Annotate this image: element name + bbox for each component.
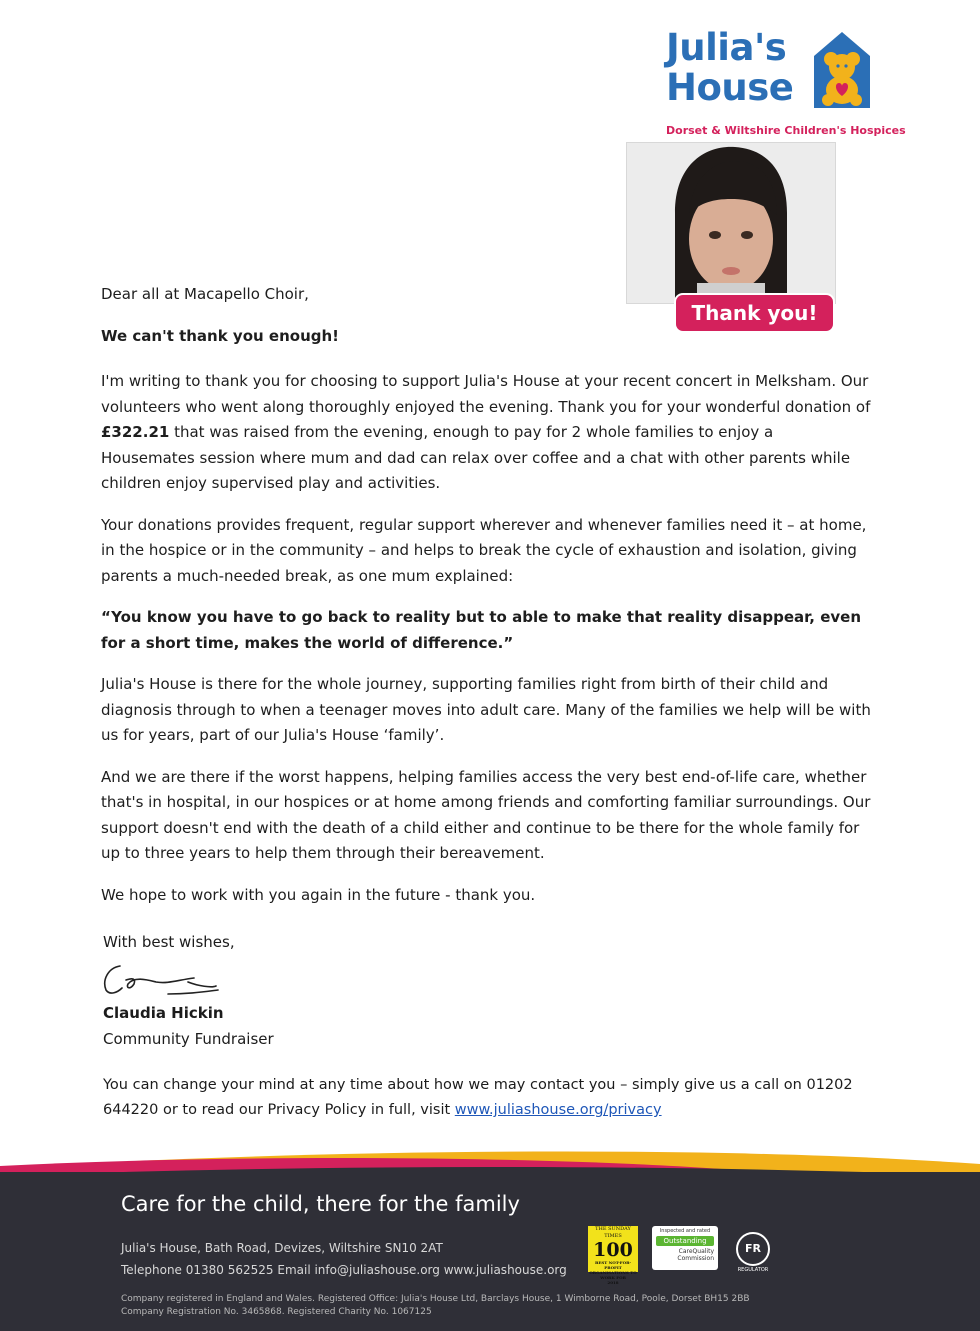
paragraph-2: Your donations provides frequent, regular support wherever and whenever families need it – at home, in the hospice or in the community – and helps to break the cycle of exhaustion and isolation, giving parents a much-needed break, as one mum explained: [101,515,867,585]
times-year: 2018 [607,1280,619,1285]
julias-house-logo [666,26,906,143]
footer-phone-email-web: Telephone 01380 562525 Email info@juliashouse.org www.juliashouse.org [121,1263,567,1277]
teddy-house-icon [812,30,872,110]
footer-legal [121,1293,750,1319]
child-photo [626,142,836,304]
cqc-name: CareQuality Commission [677,1248,714,1262]
times-text: BEST NOT-FOR-PROFIT ORGANISATIONS TO WORK FOR [589,1260,637,1280]
footer-contact [121,1237,567,1281]
fr-label: REGULATOR [737,1267,769,1273]
paragraph-1-start: I'm writing to thank you for choosing to support Julia's House at your recent concert in Melksham. Our volunteers who went along thoroughly enjoyed the evening. Thank you for your wonderful donation of [101,372,871,416]
footer-legal-line-2: Company Registration No. 3465868. Registered Charity No. 1067125 [121,1307,432,1317]
closing: With best wishes, [103,933,235,951]
handwritten-signature [98,960,248,1002]
donation-amount: £322.21 [101,423,170,441]
signer-name: Claudia Hickin [103,1004,224,1022]
footer-address: Julia's House, Bath Road, Devizes, Wiltshire SN10 2AT [121,1241,443,1255]
letter-body [101,282,871,924]
parent-quote: “You know you have to go back to reality but to able to make that reality disappear, even for a short time, makes the world of difference.” [101,608,862,652]
paragraph-4: And we are there if the worst happens, helping families access the very best end-of-life care, whether that's in hospital, in our hospices or at home among friends and comforting familiar surroundings. Our support doesn't end with the death of a child either and continue to be there for the whole family for up to three years to help them through their bereavement. [101,767,871,862]
paragraph-1-end: that was raised from the evening, enough to pay for 2 whole families to enjoy a Housemates session where mum and dad can relax over coffee and a chat with other parents while children enjoy supervised play and activities. [101,423,851,492]
footer-legal-line-1: Company registered in England and Wales. Registered Office: Julia's House Ltd, Barclays House, 1 Wimborne Road, Poole, Dorset BH15 2BB [121,1294,750,1304]
fundraising-regulator-badge [733,1224,773,1272]
sunday-times-100-badge [588,1226,638,1285]
signer-title: Community Fundraiser [103,1030,274,1048]
times-number: 100 [593,1239,633,1261]
thank-you-badge: Thank you! [676,295,833,331]
paragraph-5: We hope to work with you again in the future - thank you. [101,885,536,904]
cqc-top-text: Inspected and rated [659,1228,711,1234]
cqc-outstanding-badge [652,1226,718,1270]
paragraph-1 [101,369,871,497]
privacy-policy-link[interactable]: www.juliashouse.org/privacy [454,1102,662,1118]
logo-line-1: Julia's [666,26,787,69]
paragraph-3: Julia's House is there for the whole journey, supporting families right from birth of their child and diagnosis through to when a teenager moves into adult care. Many of the families we help will be with us for years, part of our Julia's House ‘family’. [101,675,871,744]
logo-subtitle: Dorset & Wiltshire Children's Hospices [666,124,906,137]
privacy-text: You can change your mind at any time about how we may contact you – simply give us a call on 01202 644220 or to read our Privacy Policy in full, visit [103,1077,853,1118]
footer-tagline: Care for the child, there for the family [121,1192,520,1216]
fr-mark: FR [736,1232,770,1266]
cqc-rating: Outstanding [656,1236,714,1246]
signer-block [103,1000,274,1052]
logo-wordmark [666,28,793,108]
salutation: Dear all at Macapello Choir, [101,285,309,303]
logo-line-2: House [666,66,794,109]
times-publication: THE SUNDAY TIMES [595,1226,631,1239]
privacy-notice [103,1073,883,1123]
letter-headline: We can't thank you enough! [101,326,340,345]
child-portrait-image [627,143,835,303]
